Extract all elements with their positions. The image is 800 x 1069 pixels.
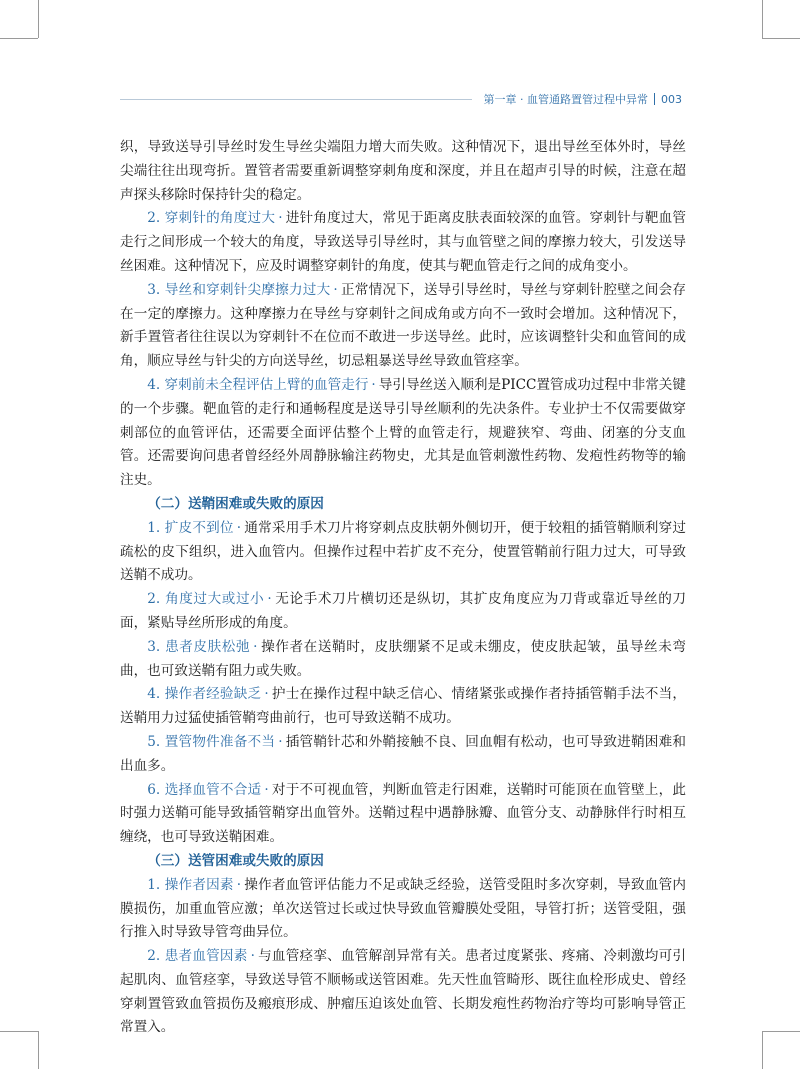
bullet-separator: · (236, 519, 242, 536)
item-heading: 4. 穿刺前未全程评估上臂的血管走行 (147, 376, 369, 393)
paragraph (120, 588, 686, 636)
bullet-separator: · (264, 686, 269, 703)
item-heading: 4. 操作者经验缺乏 (147, 686, 262, 703)
bullet-separator: · (278, 733, 283, 750)
paragraph (120, 517, 686, 588)
item-text: 导引导丝送入顺利是PICC置管成功过程中非常关键的一个步骤。靶血管的走行和通畅程度是送导引导丝顺利的先决条件。专业护士不仅需要做穿刺部位的血管评估，还需要全面评估整个上臂的血管走行，规避狭窄、弯曲、闭塞的分支血管。还需要询问患者曾经经外周静脉输注药物史，尤其是血管刺激性药物、发疱性药物等的输注史。 (120, 376, 686, 489)
crop-mark (762, 0, 763, 38)
crop-mark (0, 38, 38, 39)
item-text: 正常情况下，送导引导丝时，导丝与穿刺针腔壁之间会存在一定的摩擦力。这种摩擦力在导丝与穿刺针之间成角或方向不一致时会增加。这种情况下，新手置管者往往误以为穿刺针不在位而不敢进一步送导丝。此时，应该调整针尖和血管间的成角，顺应导丝与针尖的方向送导丝，切忌粗暴送导丝导致血管痉挛。 (120, 281, 686, 370)
header-rule (120, 99, 472, 100)
paragraph (120, 779, 686, 850)
crop-mark (762, 1031, 800, 1032)
item-heading: 2. 患者血管因素 (147, 948, 248, 965)
bullet-separator: · (250, 948, 255, 965)
item-text: 无论手术刀片横切还是纵切，其扩皮角度应为刀背或靠近导丝的刀面，紧贴导丝所形成的角度。 (120, 591, 687, 631)
paragraph (120, 731, 686, 779)
crop-mark (0, 1031, 38, 1032)
crop-mark (762, 38, 800, 39)
bullet-separator: · (371, 376, 376, 393)
item-text: 插管鞘针芯和外鞘接触不良、回血帽有松动，也可导致进鞘困难和出血多。 (120, 733, 687, 774)
chapter-title: 第一章 · 血管通路置管过程中异常 (483, 93, 648, 106)
bullet-separator: · (278, 210, 283, 227)
item-text: 进针角度过大，常见于距离皮肤表面较深的血管。穿刺针与靶血管走行之间形成一个较大的角度，导致送导引导丝时，其与血管壁之间的摩擦力较大，引发送导丝困难。这种情况下，应及时调整穿刺针的角度，使其与靶血管走行之间的成角变小。 (120, 210, 687, 274)
bullet-separator: · (253, 638, 258, 655)
paragraph: 织，导致送导引导丝时发生导丝尖端阻力增大而失败。这种情况下，退出导丝至体外时，导丝尖端往往出现弯折。置管者需要重新调整穿刺角度和深度，并且在超声引导的时候，注意在超声探头移除时保持针尖的稳定。 (120, 139, 686, 203)
paragraph (120, 374, 686, 493)
bullet-separator: · (264, 781, 269, 798)
crop-mark (762, 1031, 763, 1069)
item-heading: 1. 扩皮不到位 (147, 519, 234, 536)
page-number: 003 (661, 92, 682, 106)
item-text: 对于不可视血管，判断血管走行困难，送鞘时可能顶在血管壁上，此时强力送鞘可能导致插管鞘穿出血管外。送鞘过程中遇静脉瓣、血管分支、动静脉伴行时相互缠绕，也可导致送鞘困难。 (120, 781, 687, 846)
running-head (120, 92, 682, 106)
item-heading: 2. 穿刺针的角度过大 (147, 210, 276, 227)
header-separator (654, 93, 655, 105)
paragraph (120, 636, 686, 684)
crop-mark (38, 1031, 39, 1069)
bullet-separator: · (333, 281, 338, 298)
paragraph (120, 683, 686, 731)
item-text: 操作者在送鞘时，皮肤绷紧不足或未绷皮，使皮肤起皱，虽导丝未弯曲，也可致送鞘有阻力或失败。 (120, 638, 686, 679)
item-text: 护士在操作过程中缺乏信心、情绪紧张或操作者持插管鞘手法不当，送鞘用力过猛使插管鞘弯曲前行，也可导致送鞘不成功。 (120, 686, 687, 727)
paragraph (120, 279, 686, 374)
paragraph (120, 207, 686, 278)
bullet-separator: · (236, 876, 242, 893)
item-heading: 1. 操作者因素 (147, 876, 234, 893)
crop-mark (38, 0, 39, 38)
item-heading: 3. 导丝和穿刺针尖摩擦力过大 (147, 281, 331, 298)
item-heading: 5. 置管物件准备不当 (147, 733, 276, 750)
section-title: （二）送鞘困难或失败的原因 (147, 495, 324, 512)
item-text: 操作者血管评估能力不足或缺乏经验，送管受阻时多次穿刺，导致血管内膜损伤，加重血管应激；单次送管过长或过快导致血管瓣膜处受阻，导管打折；送管受阻，强行推入时导致导管弯曲异位。 (120, 876, 686, 941)
item-heading: 6. 选择血管不合适 (147, 781, 262, 798)
section-title: （三）送管困难或失败的原因 (147, 852, 324, 869)
paragraph (120, 874, 686, 945)
item-text: 通常采用手术刀片将穿刺点皮肤朝外侧切开，便于较粗的插管鞘顺利穿过疏松的皮下组织，进入血管内。但操作过程中若扩皮不充分，使置管鞘前行阻力过大，可导致送鞘不成功。 (120, 519, 686, 584)
page-content (120, 136, 686, 1040)
item-heading: 3. 患者皮肤松弛 (147, 638, 251, 655)
bullet-separator: · (267, 591, 272, 608)
item-text: 与血管痉挛、血管解剖异常有关。患者过度紧张、疼痛、冷刺激均可引起肌肉、血管痉挛，导致送导管不顺畅或送管困难。先天性血管畸形、既往血栓形成史、曾经穿刺置管致血管损伤及瘢痕形成、肿瘤压迫该处血管、长期发疱性药物治疗等均可影响导管正常置入。 (120, 948, 686, 1036)
item-heading: 2. 角度过大或过小 (147, 591, 265, 608)
paragraph (120, 945, 686, 1040)
